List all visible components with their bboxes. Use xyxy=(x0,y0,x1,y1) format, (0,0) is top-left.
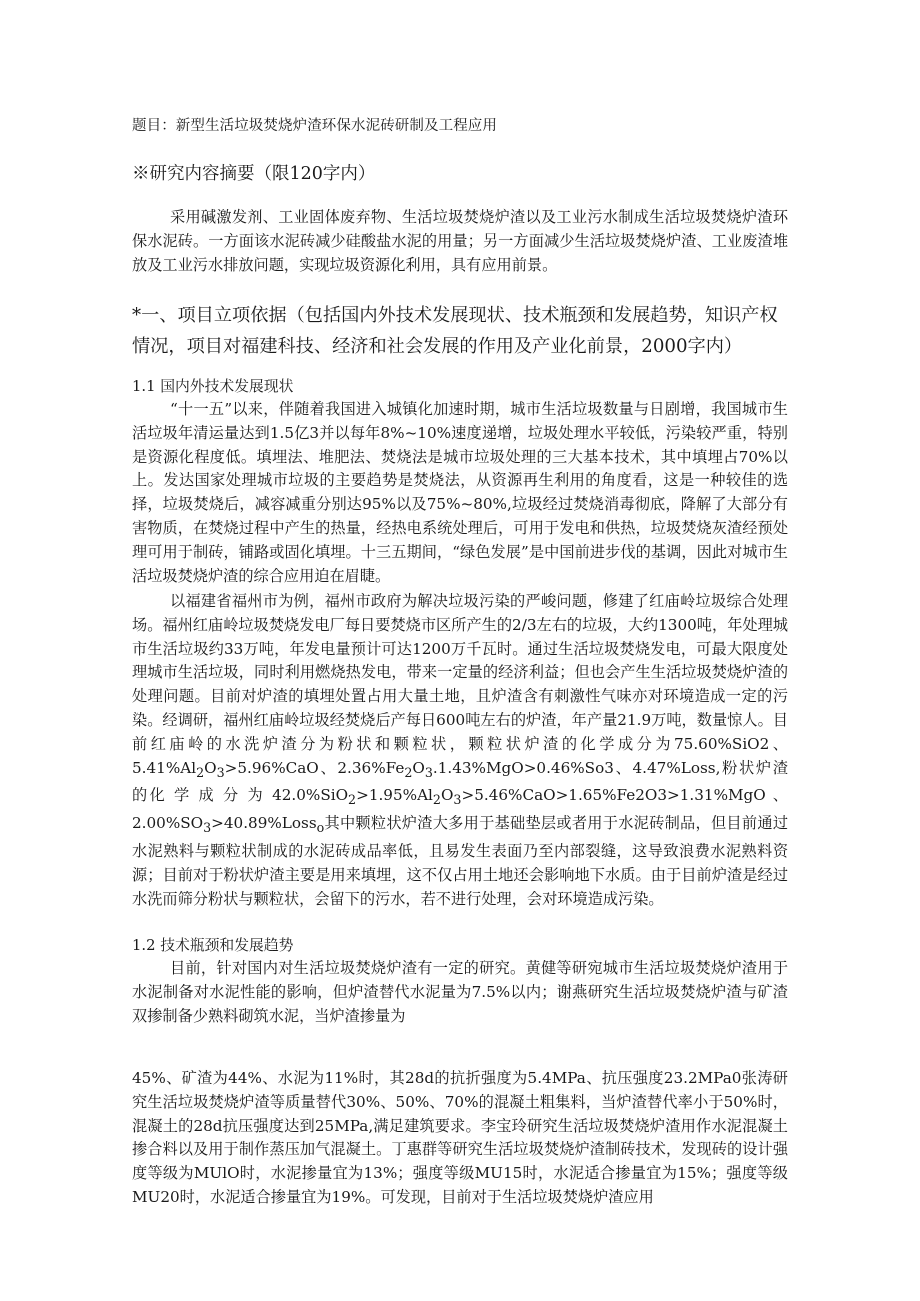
paragraph-1-1-a: “十一五”以来，伴随着我国进入城镇化加速时期，城市生活垃圾数量与日剧增，我国城市生活垃圾年清运量达到1.5亿3并以每年8%~10%速度递增，垃圾处理水平较低，污染较严重，特别是资源化程度低。填埋法、堆肥法、焚烧法是城市垃圾处理的三大基本技术，其中填埋占70%以上。发达国家处理城市垃圾的主要趋势是焚烧法，从资源再生利用的角度看，这是一种较佳的选择，垃圾焚烧后，减容减重分别达95%以及75%~80%,垃圾经过焚烧消毒彻底，降解了大部分有害物质，在焚烧过程中产生的热量，经热电系统处理后，可用于发电和供热，垃圾焚烧灰渣经预处理可用于制砖，铺路或固化填埋。十三五期间，“绿色发展”是中国前进步伐的基调，因此对城市生活垃圾焚烧炉渣的综合应用迫在眉睫。 xyxy=(132,400,788,585)
paragraph-1-2-a: 目前，针对国内对生活垃圾焚烧炉渣有一定的研究。黄健等研宛城市生活垃圾焚烧炉渣用于水泥制备对水泥性能的影响，但炉渣替代水泥量为7.5%以内；谢燕研究生活垃圾焚烧炉渣与矿渣双掺制备少熟料砌筑水泥，当炉渣掺量为 xyxy=(132,959,788,1025)
abstract-paragraph: 采用碱激发剂、工业固体废弃物、生活垃圾焚烧炉渣以及工业污水制成生活垃圾焚烧炉渣环保水泥砖。一方面该水泥砖减少硅酸盐水泥的用量；另一方面减少生活垃圾焚烧炉渣、工业废渣堆放及工业污水排放问题，实现垃圾资源化利用，具有应用前景。 xyxy=(132,208,788,274)
paragraph-1-2-b: 45%、矿渣为44%、水泥为11%时，其28d的抗折强度为5.4MPa、抗压强度23.2MPa0张涛研究生活垃圾焚烧炉渣等质量替代30%、50%、70%的混凝土粗集料，当炉渣替代率小于50%时，混凝土的28d抗压强度达到25MPa,满足建筑要求。李宝玲研究生活垃圾焚烧炉渣用作水泥混凝土掺合料以及用于制作蒸压加气混凝土。丁惠群等研究生活垃圾焚烧炉渣制砖技术，发现砖的设计强度等级为MUlO时，水泥掺量宜为13%；强度等级MU15时，水泥适合掺量宜为15%；强度等级MU20时，水泥适合掺量宜为19%。可发现，目前对于生活垃圾焚烧炉渣应用 xyxy=(132,1069,788,1206)
section-heading: *一、项目立项依据（包括国内外技术发展现状、技术瓶颈和发展趋势，知识产权情况，项目对福建科技、经济和社会发展的作用及产业化前景，2000字内） xyxy=(132,305,778,357)
paragraph-1-1-b-text: 以福建省福州市为例，福州市政府为解决垃圾污染的严峻问题，修建了红庙岭垃圾综合处理场。福州红庙岭垃圾焚烧发电厂每日要焚烧市区所产生的2/3左右的垃圾，大约1300吨，年处理城市生活垃圾约33万吨，年发电量预计可达1200万千瓦时。通过生活垃圾焚烧发电，可最大限度处理城市生活垃圾，同时利用燃烧热发电，带来一定量的经济利益；但也会产生生活垃圾焚烧炉渣的处理问题。目前对炉渣的填埋处置占用大量土地，且炉渣含有刺激性气味亦对环境造成一定的污染。经调研，福州红庙岭垃圾经焚烧后产每日600吨左右的炉渣，年产量21.9万吨，数量惊人。目前红庙岭的水洗炉渣分为粉状和颗粒状，颗粒状炉渣的化学成分为75.60%SiO2、 xyxy=(132,592,788,753)
subsection-heading-1-1: 1.1 国内外技术发展现状 xyxy=(132,378,294,395)
abstract-heading: ※研究内容摘要（限120字内） xyxy=(132,164,376,184)
subsection-heading-1-2: 1.2 技术瓶颈和发展趋势 xyxy=(132,937,294,954)
paragraph-1-1-b-rest: 其中颗粒状炉渣大多用于基础垫层或者用于水泥砖制品，但目前通过水泥熟料与颗粒状制成的水泥砖成品率低，且易发生表面乃至内部裂缝，这导致浪费水泥熟料资源；目前对于粉状炉渣主要是用来填埋，这不仅占用土地还会影响地下水质。由于目前炉渣是经过水洗而筛分粉状与颗粒状，会留下的污水，若不进行处理，会对环境造成污染。 xyxy=(132,814,788,908)
chem-line-3: $2.00\%SO_3>40.89\%Loss_o$ xyxy=(132,814,325,836)
chem-line-1: $5.41\%Al_2O_3>5.96\%CaO$、$2.36\%Fe_2O_3.1.43\%MgO>0.46\%So3$、4.47%Loss,粉状炉渣的 xyxy=(132,758,789,805)
chem-line-2: 化 学 成 分 为 $42.0\%SiO_2>1.95\%Al_2O_3>5.46\%CaO>1.65\%Fe2O3>1.31\%MgO$ 、 xyxy=(149,786,788,808)
document-title: 题目：新型生活垃圾焚烧炉渣环保水泥砖研制及工程应用 xyxy=(132,118,497,134)
paragraph-1-1-b xyxy=(132,590,788,911)
